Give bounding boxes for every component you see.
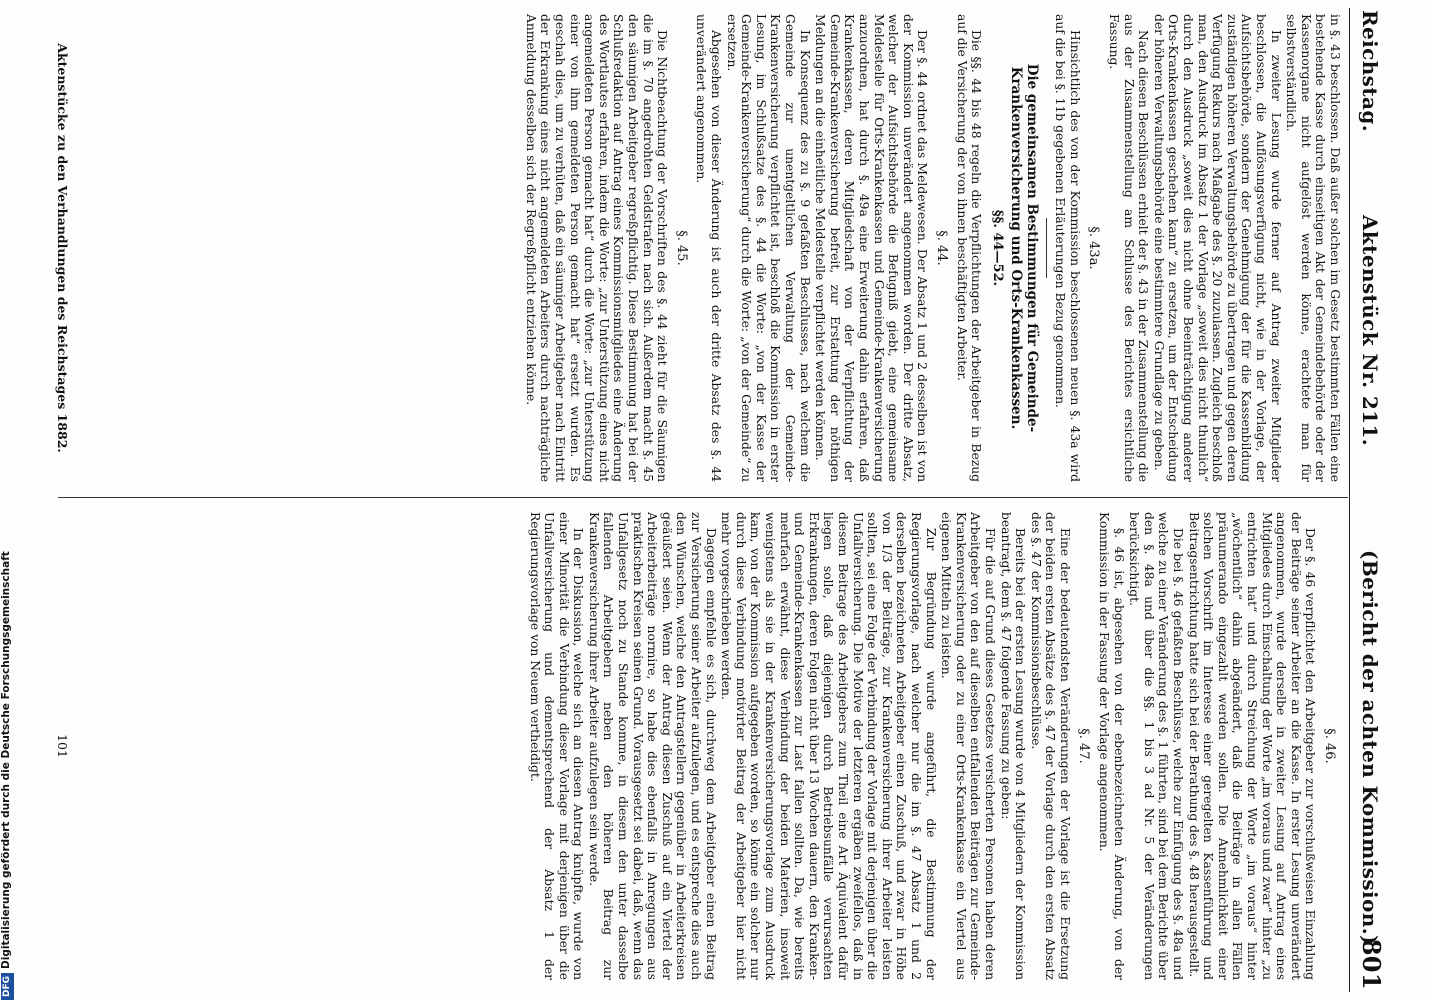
section-heading-47: §. 47. bbox=[1076, 728, 1092, 764]
right-paragraph-3: §. 46 ist, abgesehen von der ebenbezeichneten Änderung, von der Kommission in der Fassung der Vorlage angenommen. bbox=[1097, 512, 1126, 980]
running-head-report-title: (Bericht der achten Kommission.) bbox=[1358, 550, 1382, 945]
running-head bbox=[1354, 10, 1388, 990]
chapter-heading: Die gemeinsamen Bestimmungen für Gemeinde-Krankenversicherung und Orts-Krankenkassen. bbox=[1007, 63, 1040, 433]
right-column bbox=[526, 512, 1342, 980]
header-rule bbox=[1349, 8, 1350, 992]
left-paragraph-5: Die §§. 44 bis 48 regeln die Verpflichtungen der Arbeitgeber in Bezug auf die Versicherung der von ihnen beschäftigten Arbeiter. bbox=[954, 14, 984, 482]
left-column bbox=[522, 14, 1342, 482]
digitization-credit bbox=[0, 551, 14, 1000]
section-heading-44: §. 44. bbox=[933, 230, 949, 266]
dfg-logo-icon: DFG bbox=[1, 973, 14, 1000]
footer-sheet-number: 101 bbox=[55, 734, 70, 758]
column-divider bbox=[58, 497, 1348, 498]
digitization-credit-text: Digitalisierung gefördert durch die Deutsche Forschungsgemeinschaft bbox=[0, 551, 12, 969]
right-paragraph-8: Dagegen empfehle es sich, durchweg dem Arbeitgeber einen Beitrag zur Versicherung seiner Arbeiter aufzulegen, und es entspreche dies auch den Wünschen, welche den Antragstellern gegenüber in Arbeiterkreisen geäußert seien. Wenn der Antrag diesen Zuschuß auf ein Viertel der Arbeiterbeiträge normire, so habe dies ebenfalls in Anregungen aus praktischen Kreisen seinen Grund. Vorausgesetzt sei dabei, daß, wenn das Unfallgesetz noch zu Stande komme, in diesem den unter dasselbe fallenden Arbeitgebern neben den höheren Beitrag zur Krankenversicherung ihrer Arbeiter aufzulegen sein werde. bbox=[586, 512, 718, 980]
right-paragraph-1: Der §. 46 verpflichtet den Arbeitgeber zur vorschußweisen Einzahlung der Beiträge seiner Arbeiter an die Kasse. In erster Lesung unverändert angenommen, wurde derselbe in zweiter Lesung auf Antrag eines Mitgliedes durch Einschaltung der Worte „im voraus und zwar“ hinter „zu entrichten hat“ und durch Streichung der Worte „im voraus“ hinter „wöchentlich“ dahin abgeändert, daß die Beiträge in allen Fällen pränumerando eingezahlt werden sollen. Die Annehmlichkeit einer solchen Vorschrift im Interesse einer geregelten Kassenführung und Beitragsentrichtung hatte sich bei der Berathung des §. 48 herausgestellt. bbox=[1186, 512, 1318, 980]
running-head-document-number: Aktenstück Nr. 211. bbox=[1358, 215, 1382, 447]
section-rule bbox=[1046, 218, 1047, 278]
left-paragraph-9: Die Nichtbeachtung der Vorschriften des §. 44 zieht für die Säumigen die im §. 70 angedrohten Geldstrafen nach sich. Außerdem macht §. 45 den säumigen Arbeitgeber regreßpflichtig. Diese Bestimmung hat bei der Schlußredaktion auf Antrag eines Kommissionsmitgliedes eine Änderung des Wortlautes erfahren, indem die Worte: „zur Unterstützung eines nicht angemeldeten Person gemacht hat“ durch die Worte: „zur Unterstützung einer von ihm gemeldeten Person gemacht hat“ ersetzt wurden. Es geschah dies, um zu verhüten, daß ein säumiger Arbeitgeber nach Eintritt der Erkrankung eines nicht angemeldeten Arbeiters durch nachträgliche Anmeldung desselben sich der Regreßpflicht entziehen könne. bbox=[523, 14, 670, 482]
right-paragraph-9: In der Diskussion, welche sich an diesen Antrag knüpfte, wurde von einer Minorität die Verbindung dieser Vorlage mit derjenigen über die Unfallversicherung und dementsprechend der Absatz 1 der Regierungsvorlage von Neuem vertheidigt. bbox=[527, 512, 586, 980]
left-paragraph-6: Der §. 44 ordnet das Meldewesen. Der Absatz 1 und 2 desselben ist von der Kommission unverändert angenommen worden. Der dritte Absatz, welcher der Aufsichtsbehörde die Befugniß giebt, eine gemeinsame Meldestelle für Orts-Krankenkassen und Gemeinde-Krankenversicherung anzuordnen, hat durch §. 49a eine Erweiterung dahin erfahren, daß Krankenkassen, deren Mitgliedschaft von der Verpflichtung der Gemeinde-Krankenversicherung befreit, zur Erstattung der nöthigen Meldungen an die einheitliche Meldestelle verpflichtet werden können. bbox=[813, 14, 930, 482]
left-paragraph-4: Hinsichtlich des von der Kommission beschlossenen neuen §. 43a wird auf die bei §. 11b gegebenen Erläuterungen Bezug genommen. bbox=[1053, 14, 1082, 482]
left-paragraph-3: Nach diesen Beschlüssen erhielt der §. 43 in der Zusammenstellung die aus der Zusammenstellung am Schlusse des Berichtes ersichtliche Fassung. bbox=[1107, 14, 1151, 482]
left-paragraph-7: In Konsequenz des zu §. 9 gefaßten Beschlusses, nach welchem die Gemeinde zur unentgeltlichen Verwaltung der Gemeinde-Krankenversicherung verpflichtet ist, beschloß die Kommission in erster Lesung, im Schlußsatze des §. 44 die Worte: „von der Kasse der Gemeinde-Krankenversicherung“ durch die Worte: „von der Gemeinde“ zu ersetzen. bbox=[724, 14, 812, 482]
left-paragraph-8: Abgesehen von dieser Änderung ist auch der dritte Absatz des §. 44 unverändert angenommen. bbox=[694, 14, 724, 482]
right-paragraph-6-quoted-motion: Für die auf Grund dieses Gesetzes versicherten Personen haben deren Arbeitgeber von den auf dieselben entfallenden Beiträgen zur Gemeinde-Krankenversicherung oder zu einer Orts-Krankenkasse ein Viertel aus eigenen Mitteln zu leisten. bbox=[939, 512, 997, 980]
right-paragraph-2: Die bei §. 46 gefaßten Beschlüsse, welche zur Einfügung des §. 48a und welche zu einer Veränderung des §. 1 führten, sind bei dem Berichte über den §. 48a und über die §§. 1 bis 3 ad Nr. 5 der Veränderungen berücksichtigt. bbox=[1127, 512, 1186, 980]
right-paragraph-4: Eine der bedeutendsten Veränderungen der Vorlage ist die Ersetzung der beiden ersten Absätze des §. 47 der Vorlage durch den ersten Absatz des §. 47 der Kommissionsbeschlüsse. bbox=[1028, 512, 1072, 980]
running-head-left: Reichstag. bbox=[1358, 10, 1382, 133]
footer-series-title: Aktenstücke zu den Verhandlungen des Reichstages 1882. bbox=[55, 43, 70, 453]
right-paragraph-7: Zur Begründung wurde angeführt, die Bestimmung der Regierungsvorlage, nach welcher nur die im §. 47 Absatz 1 und 2 derselben bezeichneten Arbeitgeber einen Zuschuß, und zwar in Höhe von 1/3 der Beiträge, zur Krankenversicherung ihrer Arbeiter leisten sollten, sei eine Folge der Verbindung der Vorlage mit derjenigen über die Unfallversicherung. Die Motive der letzteren ergäben zweifellos, daß in diesem Beitrage des Arbeitgebers zum Theil eine Art Äquivalent dafür liegen solle, daß diejenigen durch Betriebsunfälle verursachten Erkrankungen, deren Folgen nicht über 13 Wochen dauern, den Kranken- und Gemeinde-Krankenkassen zur Last fallen sollten. Da, wie bereits mehrfach erwähnt, diese Verbindung der beiden Materien, insoweit wenigstens als sie in der Krankenversicherungsvorlage zum Ausdruck kam, von der Kommission aufgegeben worden, so könne ein solcher nur durch diese Verbindung motivirter Beitrag der Arbeitgeber hier nicht mehr vorgeschrieben werden. bbox=[719, 512, 938, 980]
section-heading-45: §. 45. bbox=[673, 230, 689, 266]
left-paragraph-1: in §. 43 beschlossen. Daß außer solchen im Gesetz bestimmten Fällen eine bestehende Kasse durch einseitigen Akt der Gemeindebehörde oder der Kassenorgane nicht aufgelöst werden könne, erachtete man für selbstverständlich. bbox=[1284, 14, 1342, 482]
section-heading-43a: §. 43a. bbox=[1086, 226, 1102, 270]
chapter-sections: §§. 44—52. bbox=[989, 209, 1005, 287]
section-heading-46: §. 46. bbox=[1322, 728, 1337, 764]
left-paragraph-2: In zweiter Lesung wurde ferner auf Antrag zweiter Mitglieder beschlossen, die Auflösungsverfügung nicht, wie in der Vorlage, der Aufsichtsbehörde, sondern der Genehmigung der für die Kassenbildung zuständigen höheren Verwaltungsbehörde zu übertragen und gegen deren Verfügung Rekurs nach Maßgabe des §. 20 zuzulassen. Zugleich beschloß man, den Ausdruck im Absatz 1 der Vorlage „soweit dies nicht thunlich“ durch den Ausdruck „soweit dies nicht ohne Beeinträchtigung anderer Orts-Krankenkassen geschehen kann“ zu ersetzen, um der Entscheidung der höheren Verwaltungsbehörde eine bestimmtere Grundlage zu geben. bbox=[1151, 14, 1283, 482]
page-number: 801 bbox=[1357, 938, 1386, 990]
right-paragraph-5: Bereits bei der ersten Lesung wurde von 4 Mitgliedern der Kommission beantragt, dem §. 47 folgende Fassung zu geben: bbox=[998, 512, 1028, 980]
